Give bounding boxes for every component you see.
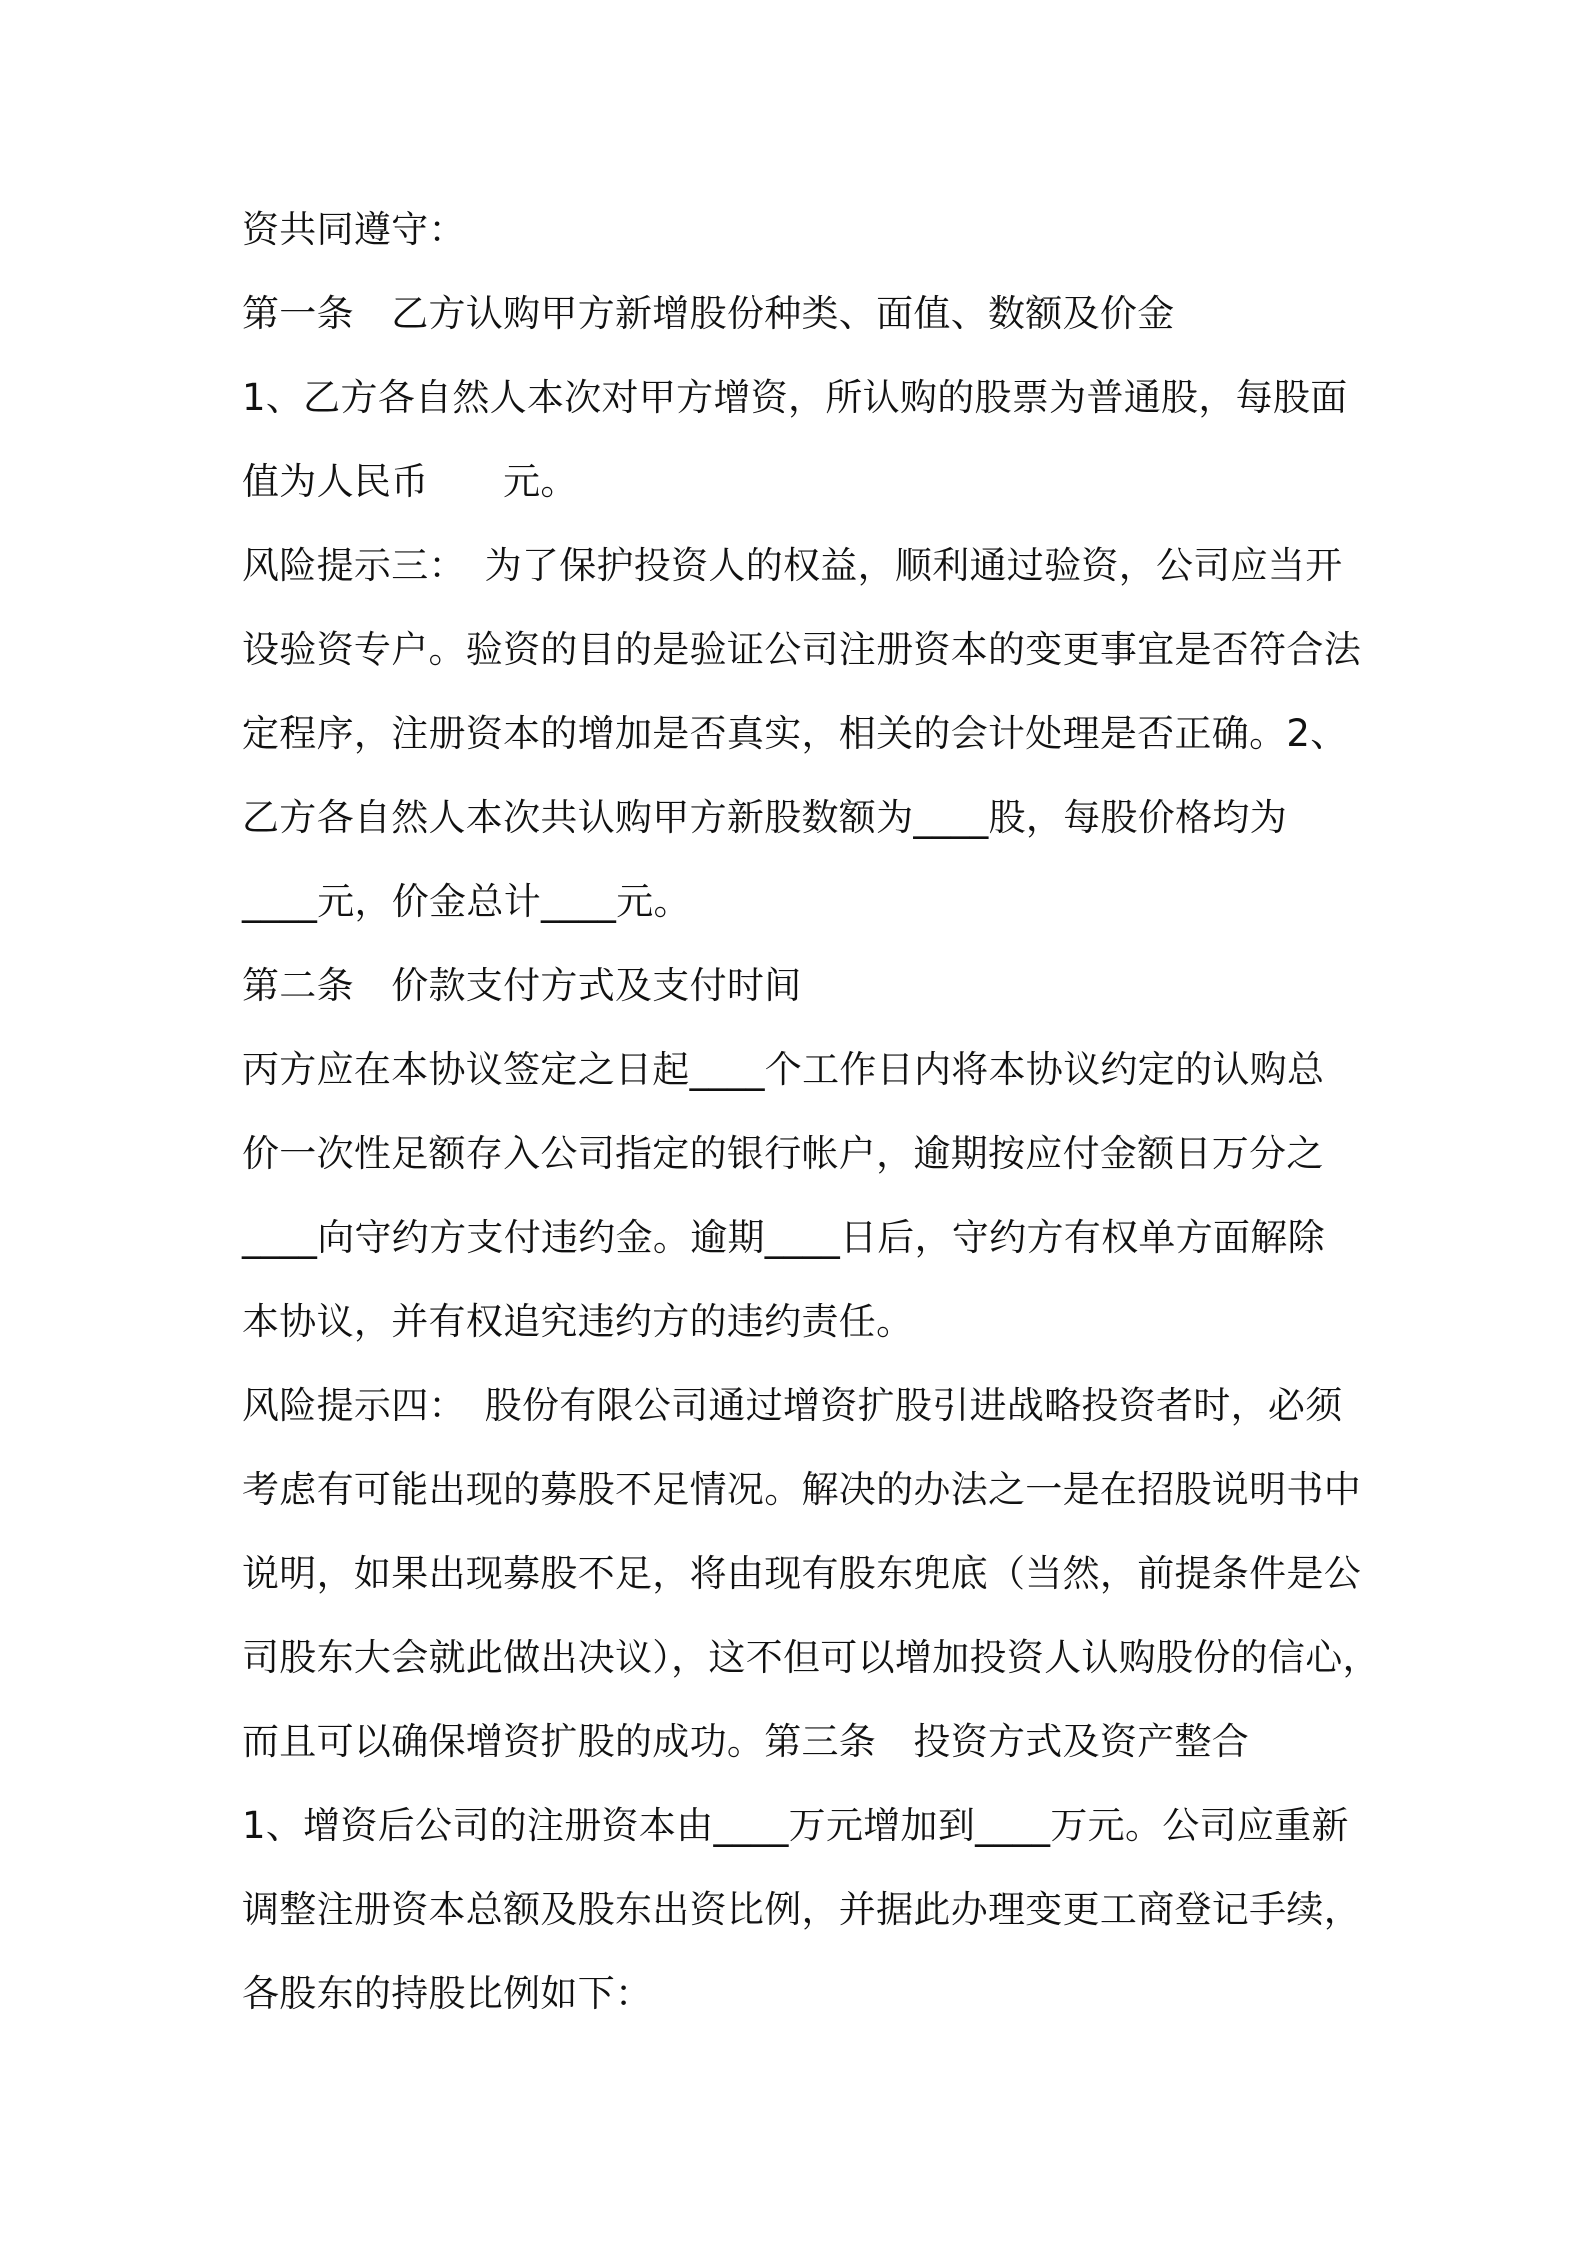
text-line: 各股东的持股比例如下： <box>242 1972 653 2015</box>
text-line: 考虑有可能出现的募股不足情况。解决的办法之一是在招股说明书中 <box>242 1468 1361 1511</box>
text-line: 调整注册资本总额及股东出资比例，并据此办理变更工商登记手续， <box>242 1888 1361 1931</box>
risk-notice-line: 风险提示四： 股份有限公司通过增资扩股引进战略投资者时，必须 <box>242 1384 1343 1427</box>
text-line: 说明，如果出现募股不足，将由现有股东兜底（当然，前提条件是公 <box>242 1552 1361 1595</box>
article-heading: 第二条 价款支付方式及支付时间 <box>242 964 802 1007</box>
text-line: ____向守约方支付违约金。逾期____日后，守约方有权单方面解除 <box>242 1216 1325 1259</box>
text-line: 1、乙方各自然人本次对甲方增资，所认购的股票为普通股，每股面 <box>242 376 1348 419</box>
text-line: 1、增资后公司的注册资本由____万元增加到____万元。公司应重新 <box>242 1804 1349 1847</box>
text-line: 本协议，并有权追究违约方的违约责任。 <box>242 1300 914 1343</box>
text-line: 乙方各自然人本次共认购甲方新股数额为____股，每股价格均为 <box>242 796 1287 839</box>
text-line: ____元，价金总计____元。 <box>242 880 691 923</box>
text-line: 丙方应在本协议签定之日起____个工作日内将本协议约定的认购总 <box>242 1048 1325 1091</box>
text-line: 定程序，注册资本的增加是否真实，相关的会计处理是否正确。2、 <box>242 712 1348 755</box>
text-line: 设验资专户。验资的目的是验证公司注册资本的变更事宜是否符合法 <box>242 628 1361 671</box>
risk-notice-line: 风险提示三： 为了保护投资人的权益，顺利通过验资，公司应当开 <box>242 544 1343 587</box>
text-line: 而且可以确保增资扩股的成功。第三条 投资方式及资产整合 <box>242 1720 1250 1763</box>
text-line: 价一次性足额存入公司指定的银行帐户，逾期按应付金额日万分之 <box>242 1132 1324 1175</box>
text-line: 值为人民币 元。 <box>242 460 578 503</box>
text-line: 司股东大会就此做出决议），这不但可以增加投资人认购股份的信心， <box>242 1636 1380 1679</box>
article-heading: 第一条 乙方认购甲方新增股份种类、面值、数额及价金 <box>242 292 1175 335</box>
text-line: 资共同遵守： <box>242 208 466 251</box>
